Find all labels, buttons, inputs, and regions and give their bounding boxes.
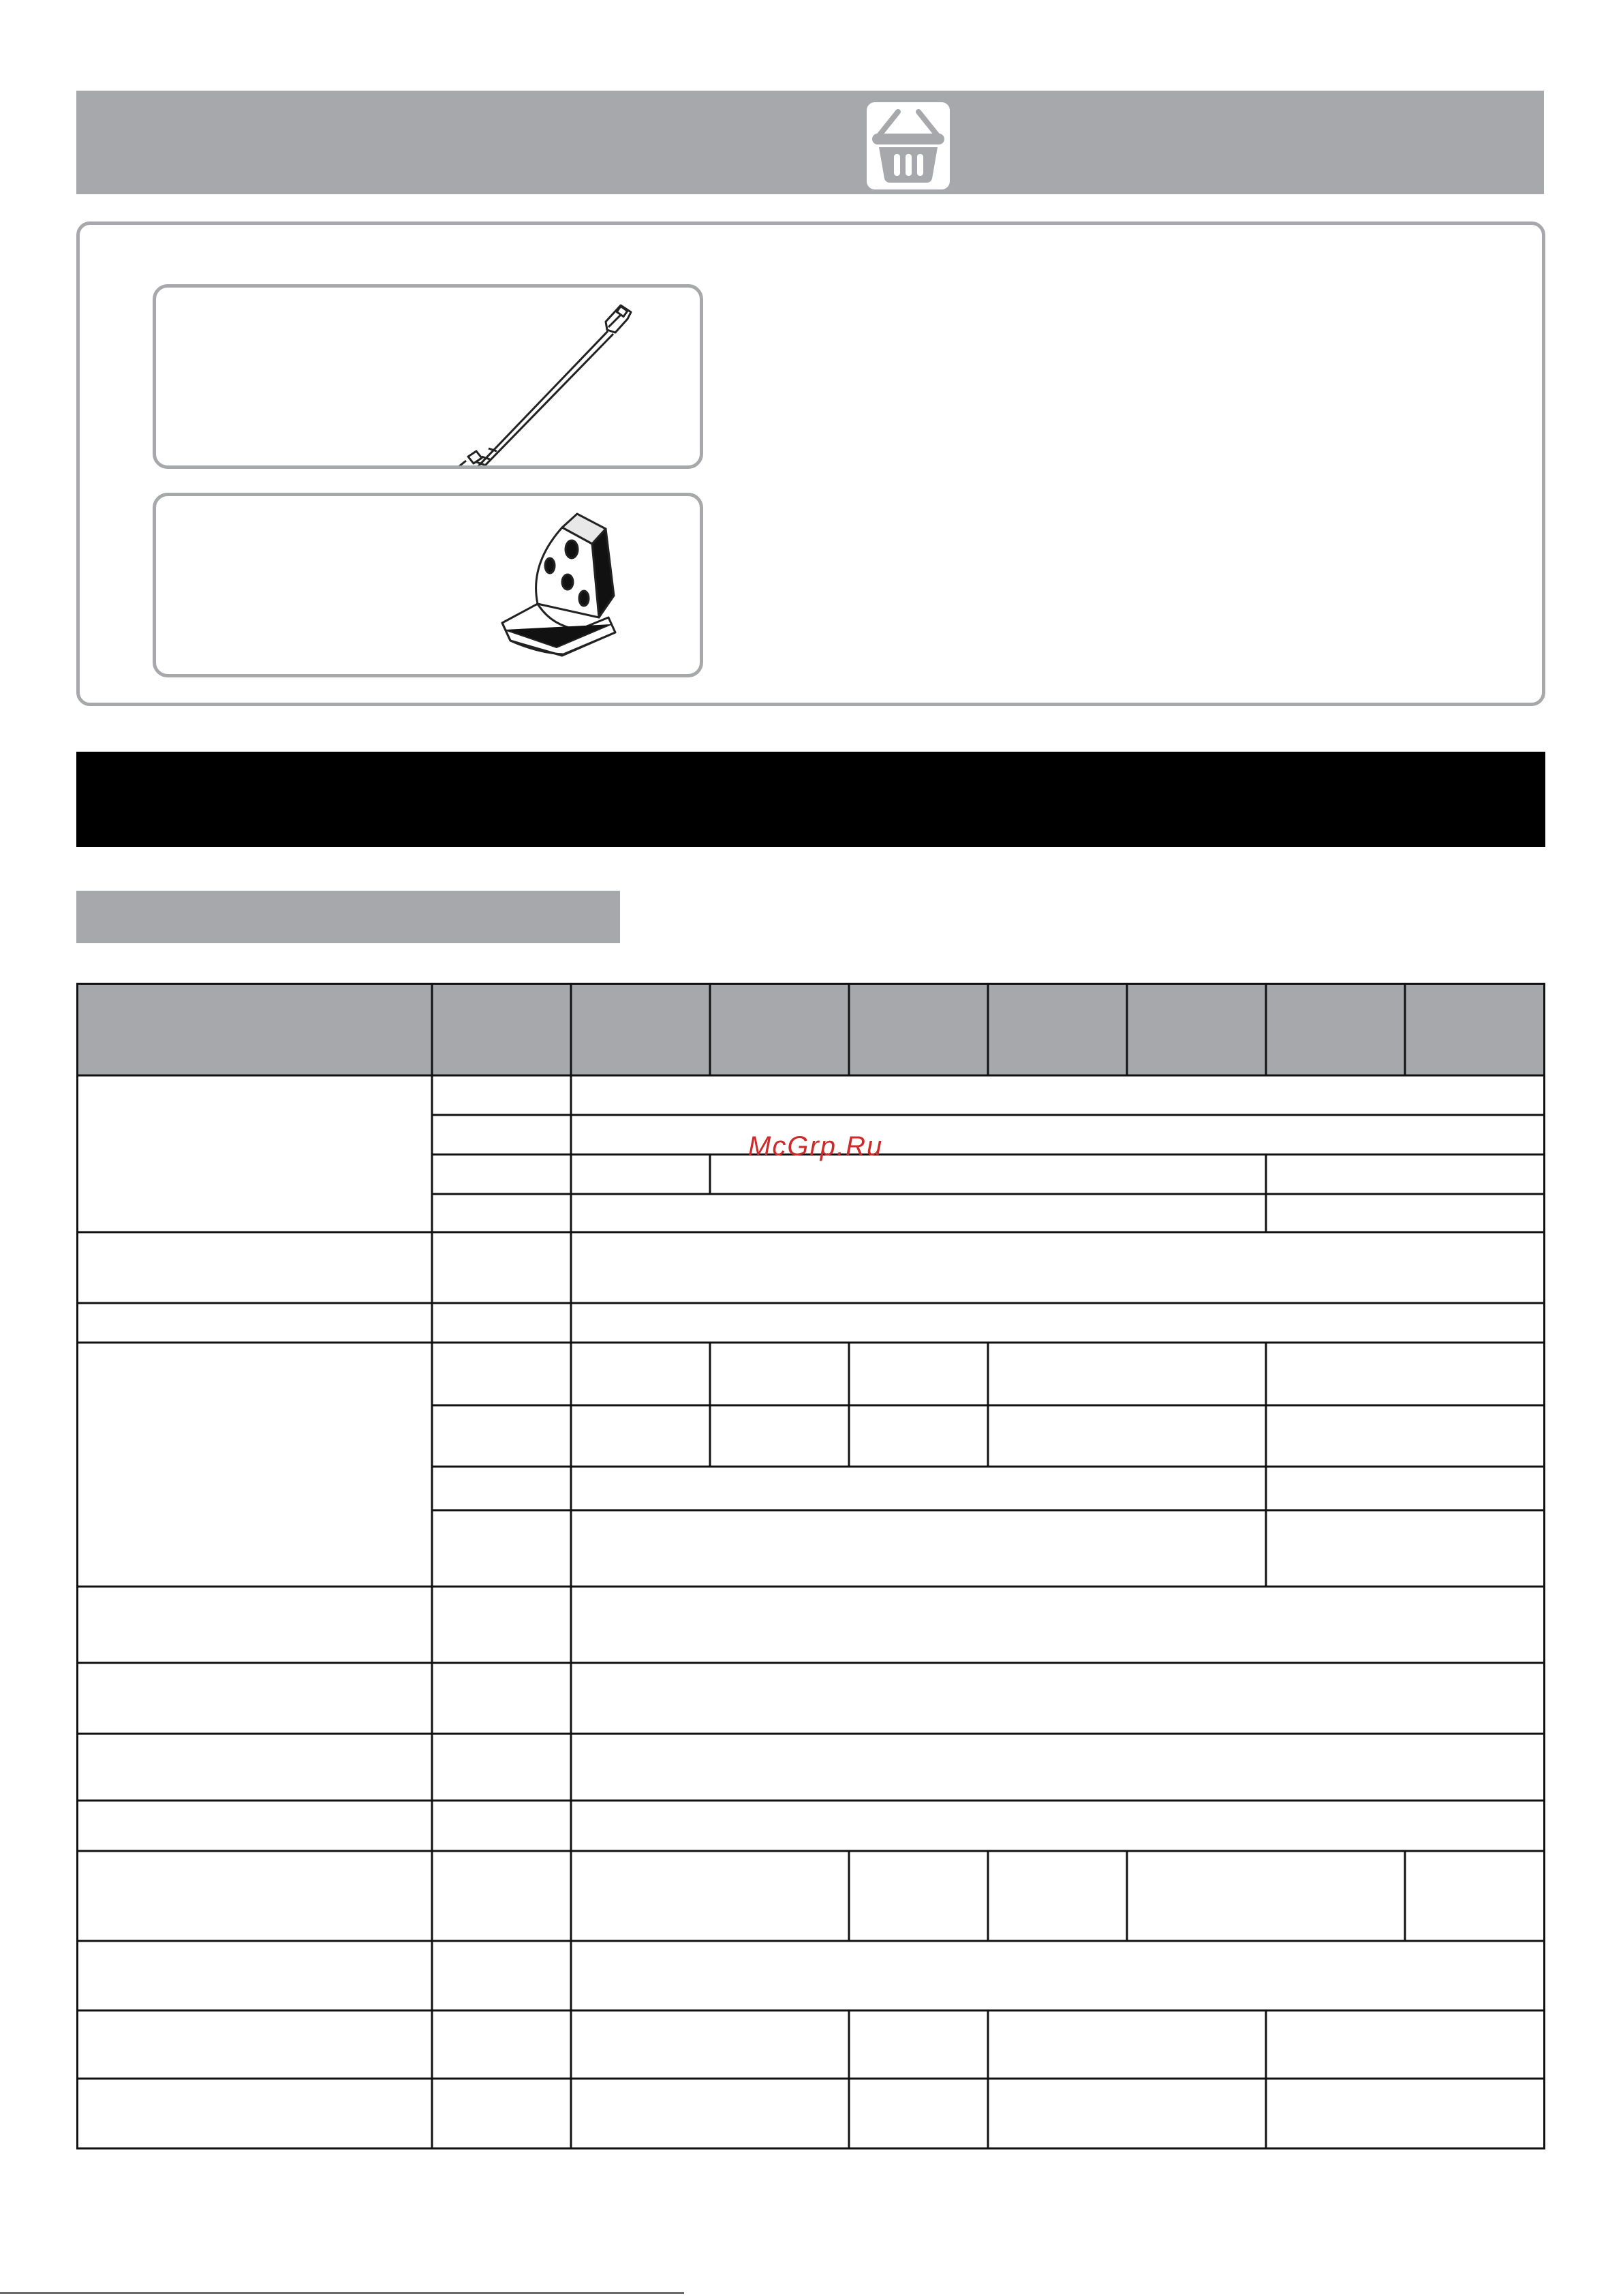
accessory-card-dipstick <box>153 284 703 469</box>
shopping-basket-icon <box>867 102 950 189</box>
accessory-card-bracket <box>153 493 703 677</box>
table-header-row <box>76 983 1545 1075</box>
technical-data-subsection-bar <box>76 891 620 943</box>
mounting-bracket-illustration <box>156 496 700 674</box>
accessories-header-bar <box>76 91 1544 194</box>
specifications-section-bar <box>76 752 1545 847</box>
dipstick-illustration <box>156 288 700 465</box>
footer-rule <box>0 2292 684 2294</box>
watermark-text: McGrp.Ru <box>748 1131 884 1161</box>
